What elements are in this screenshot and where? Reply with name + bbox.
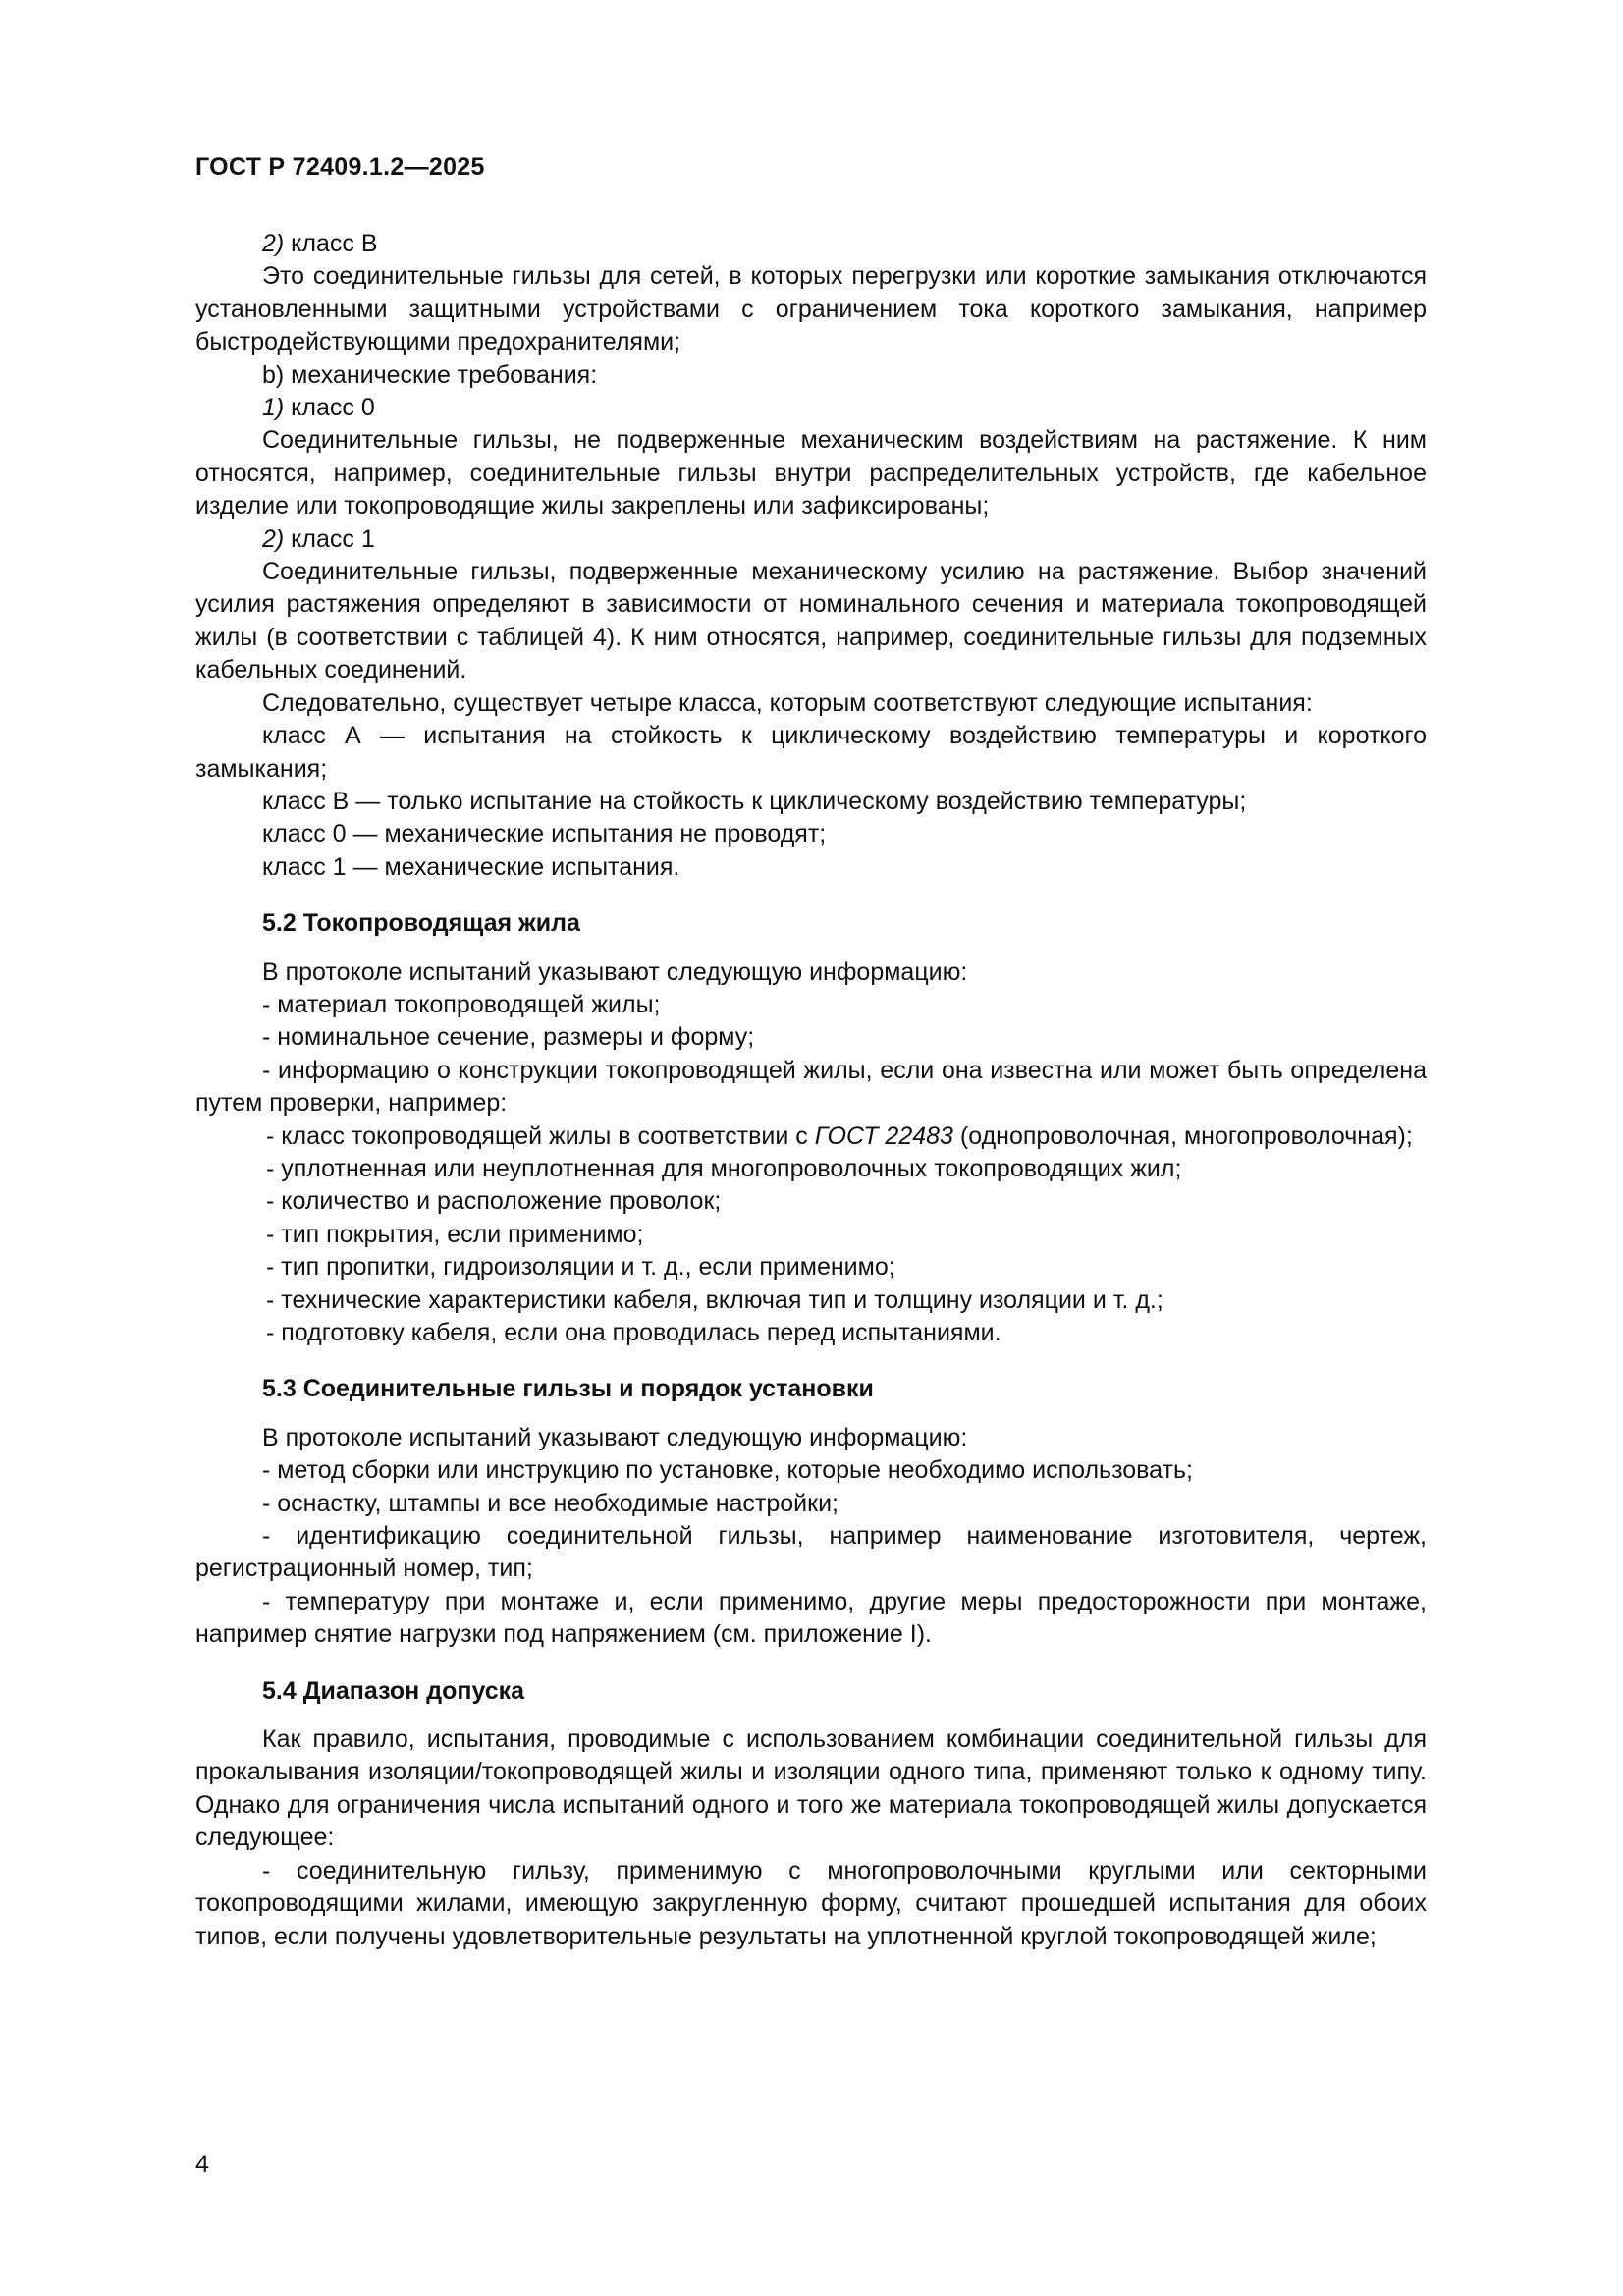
paragraph [195,1055,1427,1121]
paragraph [195,1422,1427,1454]
paragraph [195,1488,1427,1520]
paragraph [195,687,1427,720]
document-body [195,228,1427,1953]
text-run: класс А — испытания на стойкость к циклическому воздействию температуры и короткого замыкания; [195,722,1427,783]
list-subitem [195,1285,1427,1317]
text-run: - оснастку, штампы и все необходимые настройки; [262,1489,839,1517]
text-run: - информацию о конструкции токопроводящей жилы, если она известна или может быть определена путем проверки, например: [195,1056,1427,1118]
paragraph [195,424,1427,522]
text-run: (однопроволочная, многопроволочная); [952,1121,1413,1150]
text-run: класс В — только испытание на стойкость к циклическому воздействию температуры; [262,787,1247,815]
text-run: - технические характеристики кабеля, включая тип и толщину изоляции и т. д.; [266,1285,1163,1314]
italic-text: 2) [262,230,285,257]
text-run: класс В [284,230,378,257]
text-run: - идентификацию соединительной гильзы, например наименование изготовителя, чертеж, регистрационный номер, тип; [195,1522,1427,1583]
text-run: - номинальное сечение, размеры и форму; [262,1023,755,1052]
text-run: - уплотненная или неуплотненная для многопроволочных токопроводящих жил; [266,1154,1182,1182]
list-subitem [195,1121,1427,1153]
paragraph [195,1454,1427,1487]
text-run: Следовательно, существует четыре класса, которым соответствуют следующие испытания: [262,688,1313,717]
italic-text: 2) [262,524,285,553]
section-heading [195,1675,1427,1708]
text-run: В протоколе испытаний указывают следующую информацию: [262,1423,968,1451]
list-subitem [195,1219,1427,1251]
paragraph [195,1855,1427,1953]
text-run: Это соединительные гильзы для сетей, в которых перегрузки или короткие замыкания отключаются установленными защитными устройствами с ограничением тока короткого замыкания, например быстродействующими предохранителями; [195,262,1427,356]
text-run: - количество и расположение проволок; [266,1187,722,1216]
paragraph [195,786,1427,818]
list-subitem [195,1317,1427,1349]
text-run: класс 0 [284,394,375,422]
text-run: - тип пропитки, гидроизоляции и т. д., если применимо; [266,1253,895,1282]
text-run: - соединительную гильзу, применимую с многопроволочными круглыми или секторными токопроводящими жилами, имеющую закругленную форму, считают прошедшей испытания для обоих типов, если получены удовлетворительные результаты на уплотненной круглой токопроводящей жиле; [195,1856,1427,1950]
paragraph [195,851,1427,884]
list-subitem [195,1153,1427,1185]
text-run: - класс токопроводящей жилы в соответствии с [266,1121,815,1150]
text-run: 5.2 Токопроводящая жила [262,909,580,938]
paragraph [195,556,1427,687]
text-run: класс 1 [284,524,375,553]
list-subitem [195,1251,1427,1284]
paragraph [195,392,1427,424]
paragraph [195,1723,1427,1855]
text-run: 5.4 Диапазон допуска [262,1676,525,1705]
paragraph [195,260,1427,358]
paragraph [195,818,1427,850]
paragraph [195,1520,1427,1586]
text-run: - температуру при монтаже и, если применимо, другие меры предосторожности при монтаже, например снятие нагрузки под напряжением (см. приложение I). [195,1587,1427,1649]
text-run: b) механические требования: [262,360,598,389]
text-run: 5.3 Соединительные гильзы и порядок установки [262,1375,874,1403]
paragraph [195,1586,1427,1652]
document-header: ГОСТ Р 72409.1.2—2025 [195,153,485,181]
text-run: класс 1 — механические испытания. [262,852,680,881]
paragraph [195,720,1427,786]
paragraph [195,523,1427,556]
paragraph [195,359,1427,392]
italic-text: ГОСТ 22483 [814,1121,953,1150]
text-run: класс 0 — механические испытания не проводят; [262,820,827,848]
list-subitem [195,1185,1427,1218]
text-run: Как правило, испытания, проводимые с использованием комбинации соединительной гильзы для прокалывания изоляции/токопроводящей жилы и изоляции одного типа, применяют только к одному типу. Однако для ограничения числа испытаний одного и того же материала токопроводящей жилы допускается следующее: [195,1725,1427,1852]
paragraph [195,1021,1427,1054]
section-heading [195,1373,1427,1405]
paragraph [195,989,1427,1021]
italic-text: 1) [262,394,285,422]
section-heading [195,907,1427,940]
text-run: - подготовку кабеля, если она проводилась перед испытаниями. [266,1319,1001,1346]
text-run: Соединительные гильзы, подверженные механическому усилию на растяжение. Выбор значений усилия растяжения определяют в зависимости от номинального сечения и материала токопроводящей жилы (в соответствии с таблицей 4). К ним относятся, например, соединительные гильзы для подземных кабельных соединений. [195,558,1427,684]
text-run: В протоколе испытаний указывают следующую информацию: [262,957,968,986]
page-number: 4 [195,2151,209,2178]
paragraph [195,957,1427,989]
text-run: - тип покрытия, если применимо; [266,1220,644,1248]
text-run: - метод сборки или инструкцию по установке, которые необходимо использовать; [262,1456,1193,1485]
text-run: - материал токопроводящей жилы; [262,990,661,1018]
text-run: Соединительные гильзы, не подверженные механическим воздействиям на растяжение. К ним относятся, например, соединительные гильзы внутри распределительных устройств, где кабельное изделие или токопроводящие жилы закреплены или зафиксированы; [195,426,1427,520]
paragraph [195,228,1427,260]
